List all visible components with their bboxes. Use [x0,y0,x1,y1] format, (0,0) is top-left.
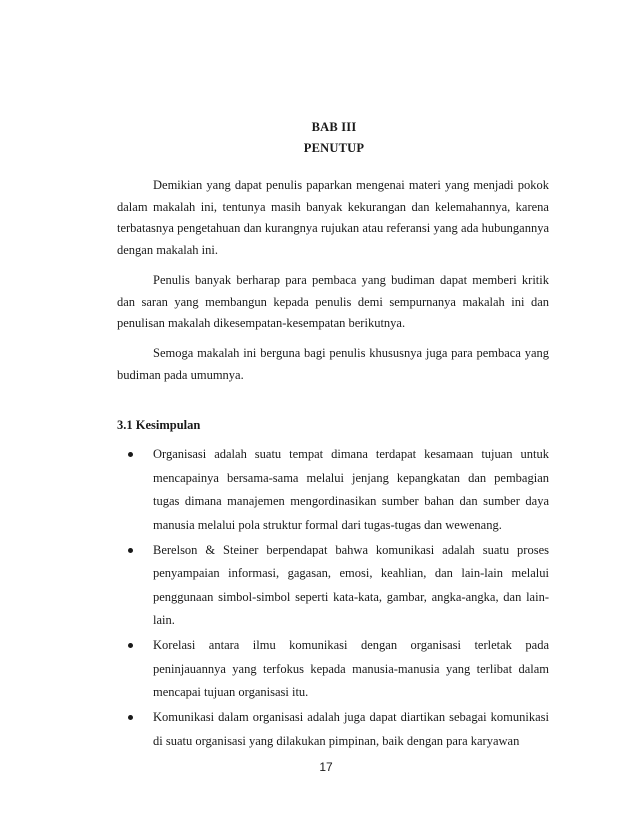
section-title: 3.1 Kesimpulan [117,418,201,432]
list-item [117,706,549,753]
paragraph-text: Penulis banyak berharap para pembaca yang budiman dapat memberi kritik dan saran yang membangun kepada penulis demi sempurnanya makalah ini dan penulisan makalah dikesempatan-kesempatan berikutnya. [117,273,549,330]
chapter-title: PENUTUP [303,141,365,155]
list-item [117,634,549,705]
paragraph [117,175,549,261]
bullet-list [117,443,549,755]
page-number: 17 [319,760,333,774]
list-item-text: Berelson & Steiner berpendapat bahwa komunikasi adalah suatu proses penyampaian informasi, gagasan, emosi, keahlian, dan lain-lain melalui penggunaan simbol-simbol seperti kata-kata, gambar, angka-angka, dan lain-lain. [153,542,549,627]
list-item [117,443,549,537]
paragraph [117,270,549,335]
bullet-icon [128,643,133,648]
paragraph-text: Semoga makalah ini berguna bagi penulis khususnya juga para pembaca yang budiman pada umumnya. [117,346,549,382]
bullet-icon [128,452,133,457]
list-item-text: Komunikasi dalam organisasi adalah juga dapat diartikan sebagai komunikasi di suatu organisasi yang dilakukan pimpinan, baik dengan para karyawan [153,710,549,748]
paragraph-text: Demikian yang dapat penulis paparkan mengenai materi yang menjadi pokok dalam makalah ini, tentunya masih banyak kekurangan dan kelemahannya, karena terbatasnya pengetahuan dan kurangnya rujukan atau referansi yang ada hubungannya dengan makalah ini. [117,178,549,257]
bullet-icon [128,548,133,553]
paragraph [117,343,549,386]
list-item-text: Korelasi antara ilmu komunikasi dengan organisasi terletak pada peninjauannya yang terfokus kepada manusia-manusia yang terlibat dalam mencapai tujuan organisasi itu. [153,638,549,699]
chapter-number: BAB III [311,120,357,134]
list-item [117,539,549,633]
bullet-icon [128,715,133,720]
list-item-text: Organisasi adalah suatu tempat dimana terdapat kesamaan tujuan untuk mencapainya bersama-sama melalui jenjang kepangkatan dan pembagian tugas dimana manajemen mengordinasikan sumber bahan dan sumber daya manusia melalui pola struktur formal dari tugas-tugas dan wewenang. [153,447,549,532]
